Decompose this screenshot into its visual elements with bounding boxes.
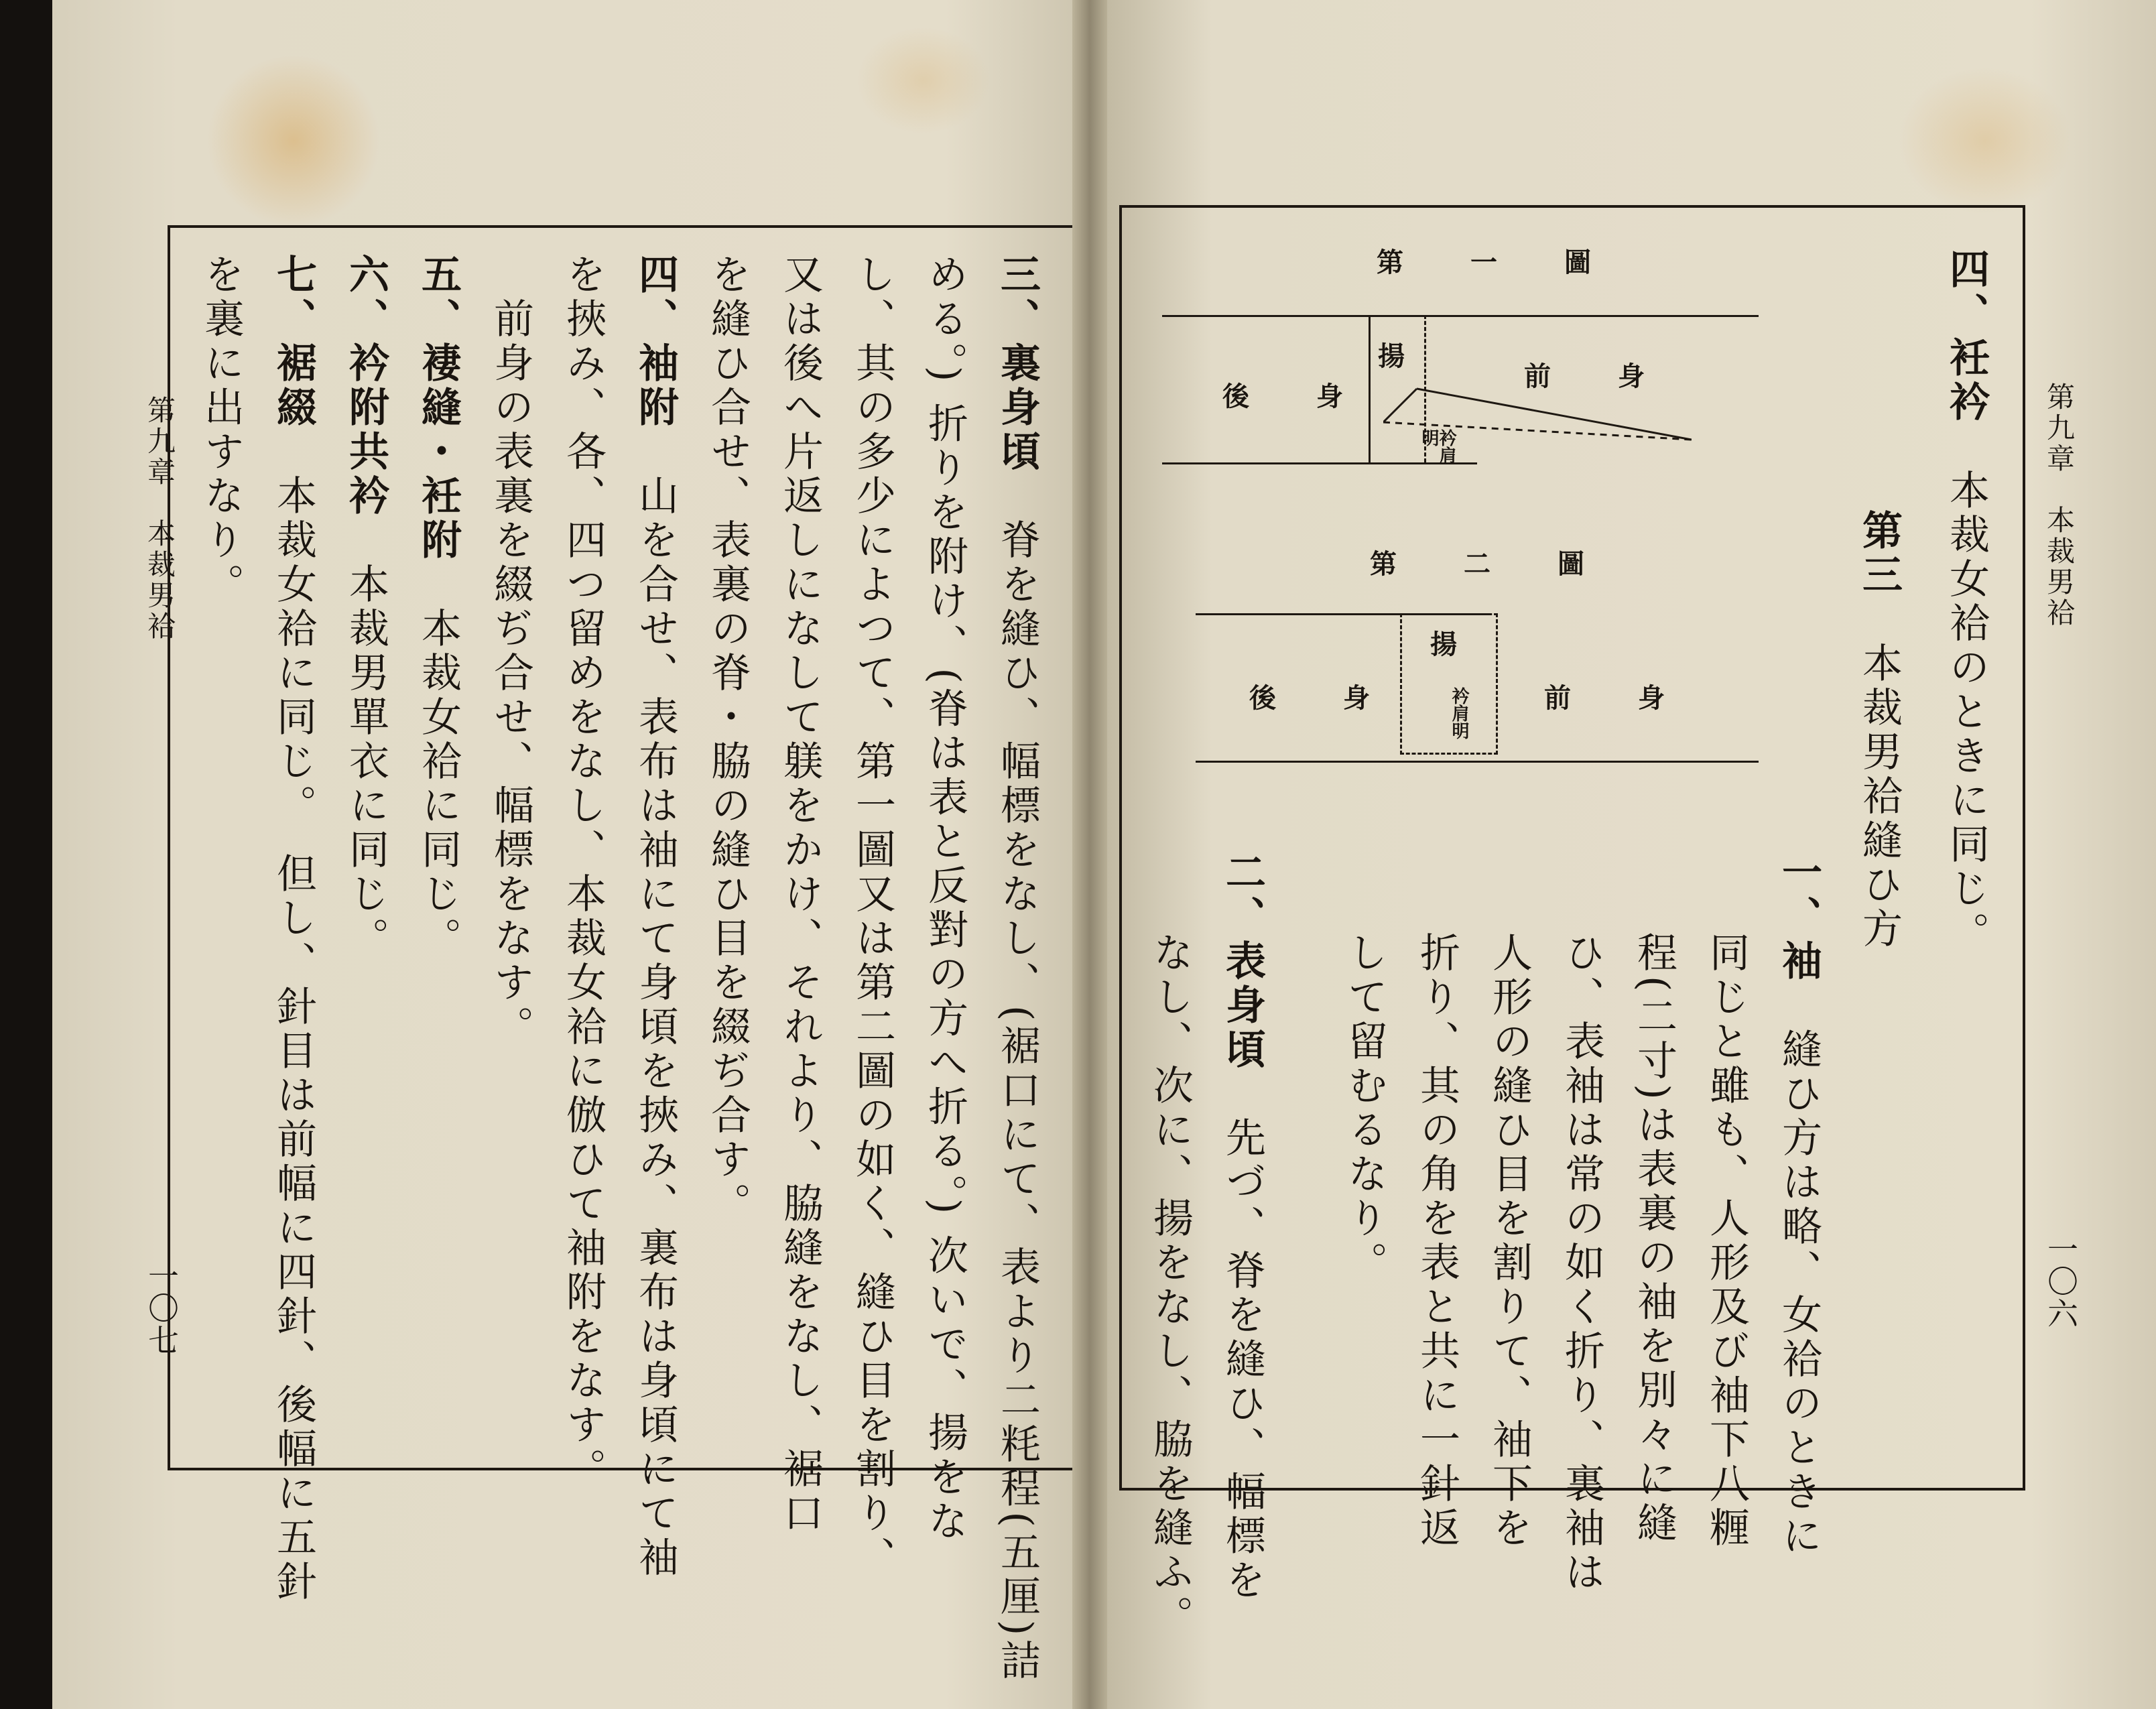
foxing-stain	[1898, 67, 2072, 214]
text-column	[1856, 509, 1903, 952]
column-text: 脊を縫ひ、幅標をなし、(裾口にて、表より二粍程(五厘)詰	[994, 474, 1041, 1684]
column-text: 折り、其の角を表と共に一針返	[1413, 932, 1460, 1551]
right-page	[1107, 0, 2156, 1709]
column-text: 先づ、脊を縫ひ、幅標を	[1219, 1072, 1266, 1603]
back-panel-label: 後 身	[1249, 682, 1390, 714]
front-panel-label: 前 身	[1524, 361, 1665, 392]
text-column	[1631, 932, 1677, 1546]
chapter-section-heading: 第三	[1856, 509, 1903, 598]
column-text: し、其の多少によつて、第一圖又は第二圖の如く、縫ひ目を割り、	[849, 253, 896, 1580]
text-column	[1341, 932, 1388, 1285]
section-heading: 五、褄縫・衽附	[415, 253, 462, 563]
text-column	[849, 253, 896, 1580]
text-frame	[1119, 205, 2025, 1639]
section-heading: 四、衽衿	[1943, 248, 1990, 425]
column-text: 同じと雖も、人形及び袖下八糎	[1703, 932, 1750, 1551]
front-panel-label: 前 身	[1544, 682, 1685, 714]
running-header: 第九章 本裁男袷	[143, 395, 176, 642]
column-text: 本裁男袷縫ひ方	[1856, 598, 1903, 952]
column-text: 山を合せ、表布は袖にて身頃を挾み、裏布は身頃にて袖	[632, 430, 679, 1580]
column-text: 本裁女袷に同じ。	[415, 563, 462, 961]
text-frame	[168, 225, 1103, 1684]
column-text: ひ、表袖は常の如く折り、裏袖は	[1558, 932, 1605, 1595]
page-number: 一〇七	[143, 1260, 180, 1356]
text-column	[560, 253, 607, 1492]
column-text: なし、次に、揚をなし、脇を縫ふ。	[1147, 932, 1194, 1639]
column-text: 程(二寸)は表裏の袖を別々に縫	[1631, 932, 1677, 1546]
foxing-stain	[206, 54, 381, 228]
text-column	[1775, 851, 1822, 1559]
figure-title: 第 二 圖	[1370, 548, 1604, 580]
back-panel-label: 後 身	[1222, 381, 1363, 412]
page-number: 一〇六	[2043, 1233, 2079, 1330]
section-heading: 一、袖	[1775, 851, 1822, 984]
tuck-label: 揚	[1378, 340, 1405, 372]
text-column	[1943, 248, 1990, 956]
collar-opening-note: 衿肩明	[1419, 429, 1456, 464]
text-column	[487, 253, 534, 1050]
text-column	[1219, 851, 1266, 1603]
text-column	[922, 253, 968, 1545]
section-heading: 七、裾綴	[270, 253, 317, 430]
column-text: 本裁男單衣に同じ。	[342, 519, 389, 961]
column-text: を裏に出すなり。	[198, 253, 245, 607]
column-text: める。) 折りを附け、(脊は表と反對の方へ折る。) 次いで、揚をな	[922, 253, 968, 1545]
text-column	[1703, 932, 1750, 1551]
text-column	[994, 253, 1041, 1684]
section-heading: 二、表身頃	[1219, 851, 1266, 1072]
column-text: を縫ひ合せ、表裏の脊・脇の縫ひ目を綴ぢ合す。	[704, 253, 751, 1226]
column-text: 本裁女袷のときに同じ。	[1943, 425, 1990, 956]
text-column	[1147, 932, 1194, 1639]
diagram-line	[1196, 761, 1759, 763]
column-text: 人形の縫ひ目を割りて、袖下を	[1486, 932, 1533, 1551]
text-column	[342, 253, 389, 961]
figure-1	[1162, 241, 1759, 469]
figure-2	[1196, 543, 1759, 771]
section-heading: 六、衿附共衿	[342, 253, 389, 519]
column-text: 縫ひ方は略、女袷のときに	[1775, 984, 1822, 1559]
column-text: 又は後へ片返しになして躾をかけ、それより、脇縫をなし、裾口	[777, 253, 824, 1536]
text-column	[777, 253, 824, 1536]
column-text: して留むるなり。	[1341, 932, 1388, 1285]
tuck-label: 揚	[1430, 629, 1457, 660]
text-column	[198, 253, 245, 607]
running-header: 第九章 本裁男袷	[2043, 382, 2076, 629]
section-heading: 三、裏身頃	[994, 253, 1041, 474]
book-gutter	[1072, 0, 1107, 1709]
text-column	[704, 253, 751, 1226]
diagram-line	[1162, 315, 1759, 317]
collar-opening-note: 衿肩明	[1449, 687, 1469, 739]
figure-title: 第 一 圖	[1377, 247, 1611, 278]
text-column	[632, 253, 679, 1580]
left-page	[52, 0, 1103, 1709]
column-text: 本裁女袷に同じ。 但し、針目は前幅に四針、後幅に五針	[270, 430, 317, 1604]
text-column	[1558, 932, 1605, 1595]
foxing-stain	[857, 27, 991, 134]
column-text: 前身の表裏を綴ぢ合せ、幅標をなす。	[487, 253, 534, 1050]
text-column	[1413, 932, 1460, 1551]
section-heading: 四、袖附	[632, 253, 679, 430]
text-column	[1486, 932, 1533, 1551]
column-text: を挾み、各、四つ留めをなし、本裁女袷に倣ひて袖附をなす。	[560, 253, 607, 1492]
text-column	[415, 253, 462, 961]
text-column	[270, 253, 317, 1604]
